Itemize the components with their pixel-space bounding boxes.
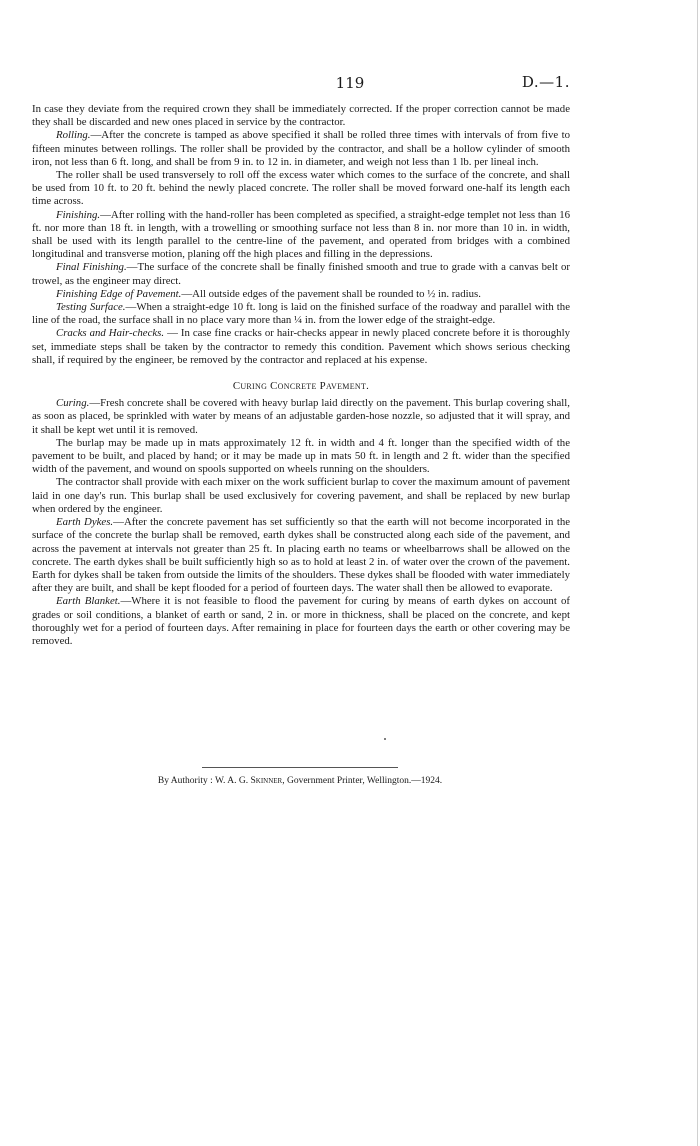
page-number: 119 <box>335 74 365 92</box>
paragraph-body-testing-surface: —When a straight-edge 10 ft. long is laid on the finished surface of the roadway and parallel with the line of the road, the surface shall in no place vary more than ¼ in. from the lower edge of the straight-edge. <box>32 301 570 327</box>
footer-divider <box>202 767 398 768</box>
paragraph-heading-curing: Curing. <box>56 397 90 410</box>
page-edge-line <box>697 0 698 1146</box>
paragraph-heading-finishing-edge: Finishing Edge of Pavement. <box>56 287 182 300</box>
paragraph-finishing-edge <box>32 288 570 301</box>
paragraph-heading-cracks: Cracks and Hair-checks. <box>56 327 165 340</box>
paragraph-body-rolling: —After the concrete is tamped as above specified it shall be rolled three times with intervals of from five to fifteen minutes between rollings. The roller shall be provided by the contractor, and shall be a hollow cylinder of smooth iron, not less than 6 ft. long, and shall be from 9 in. to 12 in. in diameter, and weigh not less than 1 lb. per lineal inch. <box>32 129 570 168</box>
document-reference: D.—1. <box>521 73 570 91</box>
paragraph-roller-use: The roller shall be used transversely to roll off the excess water which comes to the surface of the concrete, and shall be used from 10 ft. to 20 ft. behind the newly placed concrete. The roller shall be moved forward one-half its length each time across. <box>32 169 570 208</box>
paragraph-body-finishing-edge: —All outside edges of the pavement shall be rounded to ½ in. radius. <box>181 287 481 300</box>
section-heading-curing: Curing Concrete Pavement. <box>232 380 370 393</box>
printer-imprint <box>0 776 600 786</box>
paragraph-body-earth-blanket: —Where it is not feasible to flood the pavement for curing by means of earth dykes on account of grades or soil conditions, a blanket of earth or sand, 2 in. or more in thickness, shall be placed on the concrete, and kept thoroughly wet for a period of fourteen days. After remaining in place for fourteen days the earth or other covering may be removed. <box>32 595 571 647</box>
imprint-suffix: , Government Printer, Wellington.—1924. <box>282 776 443 786</box>
paragraph-heading-final-finishing: Final Finishing. <box>56 261 127 274</box>
paragraph-rolling <box>32 129 570 169</box>
paragraph-roller-correction: In case they deviate from the required crown they shall be immediately corrected. If the proper correction cannot be made they shall be discarded and new ones placed in service by the contractor. <box>32 103 570 129</box>
paragraph-heading-earth-dykes: Earth Dykes. <box>56 516 114 529</box>
imprint-printer-name: Skinner <box>250 776 283 786</box>
paragraph-burlap-mats: The burlap may be made up in mats approximately 12 ft. in width and 4 ft. longer than the specified width of the pavement to be built, and placed by hand; or it may be made up in mats 50 ft. in length and 2 ft. wider than the specified width of the pavement, and wound on spools supported on wheels running on the shoulders. <box>32 436 570 476</box>
paragraph-earth-dykes <box>32 516 570 595</box>
paragraph-heading-testing-surface: Testing Surface. <box>56 301 126 314</box>
imprint-prefix: By Authority : W. A. G. <box>157 776 251 786</box>
paragraph-heading-finishing: Finishing. <box>56 208 101 221</box>
paragraph-body-final-finishing: —The surface of the concrete shall be finally finished smooth and true to grade with a canvas belt or trowel, as the engineer may direct. <box>32 261 570 287</box>
paragraph-final-finishing <box>32 261 570 287</box>
paragraph-body-cracks: — In case fine cracks or hair-checks appear in newly placed concrete before it is thoroughly set, immediate steps shall be taken by the contractor to remedy this condition. Pavement which shows serious checking shall, if required by the engineer, be removed by the contractor and replaced at his expense. <box>32 327 570 366</box>
paragraph-body-finishing: —After rolling with the hand-roller has been completed as specified, a straight-edge templet not less than 16 ft. nor more than 18 ft. in length, with a trowelling or smoothing surface not less than 8 in. nor more than 10 in. in width, shall be used with its length parallel to the centre-line of the pavement, and operated from bridges with a combined longitudinal and transverse motion, planing off the high places and filling in the depressions. <box>32 208 570 261</box>
paragraph-finishing <box>32 209 570 262</box>
paragraph-cracks <box>32 327 570 367</box>
paragraph-body-earth-dykes: —After the concrete pavement has set sufficiently so that the earth will not become incorporated in the surface of the concrete the burlap shall be removed, earth dykes shall be constructed along each side of the pavement, and across the pavement at intervals not greater than 25 ft. In placing earth no teams or wheelbarrows shall be allowed on the concrete. The earth dykes shall be built sufficiently high so as to hold at least 2 in. of water over the crown of the pavement. Earth for dykes shall be taken from outside the limits of the shoulders. These dykes shall be flooded with water immediately after they are built, and shall be kept flooded for a period of fourteen days. The water shall then be allowed to evaporate. <box>32 516 571 595</box>
paragraph-earth-blanket <box>32 595 570 648</box>
paragraph-testing-surface <box>32 301 570 327</box>
paragraph-curing <box>32 397 570 437</box>
paragraph-body-curing: —Fresh concrete shall be covered with heavy burlap laid directly on the pavement. This burlap covering shall, as soon as placed, be sprinkled with water by means of an adjustable garden-hose nozzle, so adjusted that it will spray, and it shall be kept wet until it is removed. <box>32 397 570 436</box>
stray-mark <box>384 738 386 740</box>
paragraph-burlap-supply: The contractor shall provide with each mixer on the work sufficient burlap to cover the maximum amount of pavement laid in one day's run. This burlap shall be used exclusively for covering pavement, and shall be replaced by new burlap when ordered by the engineer. <box>32 476 570 515</box>
body-text <box>32 103 570 648</box>
paragraph-heading-earth-blanket: Earth Blanket. <box>56 595 121 608</box>
paragraph-heading-rolling: Rolling. <box>56 129 91 142</box>
